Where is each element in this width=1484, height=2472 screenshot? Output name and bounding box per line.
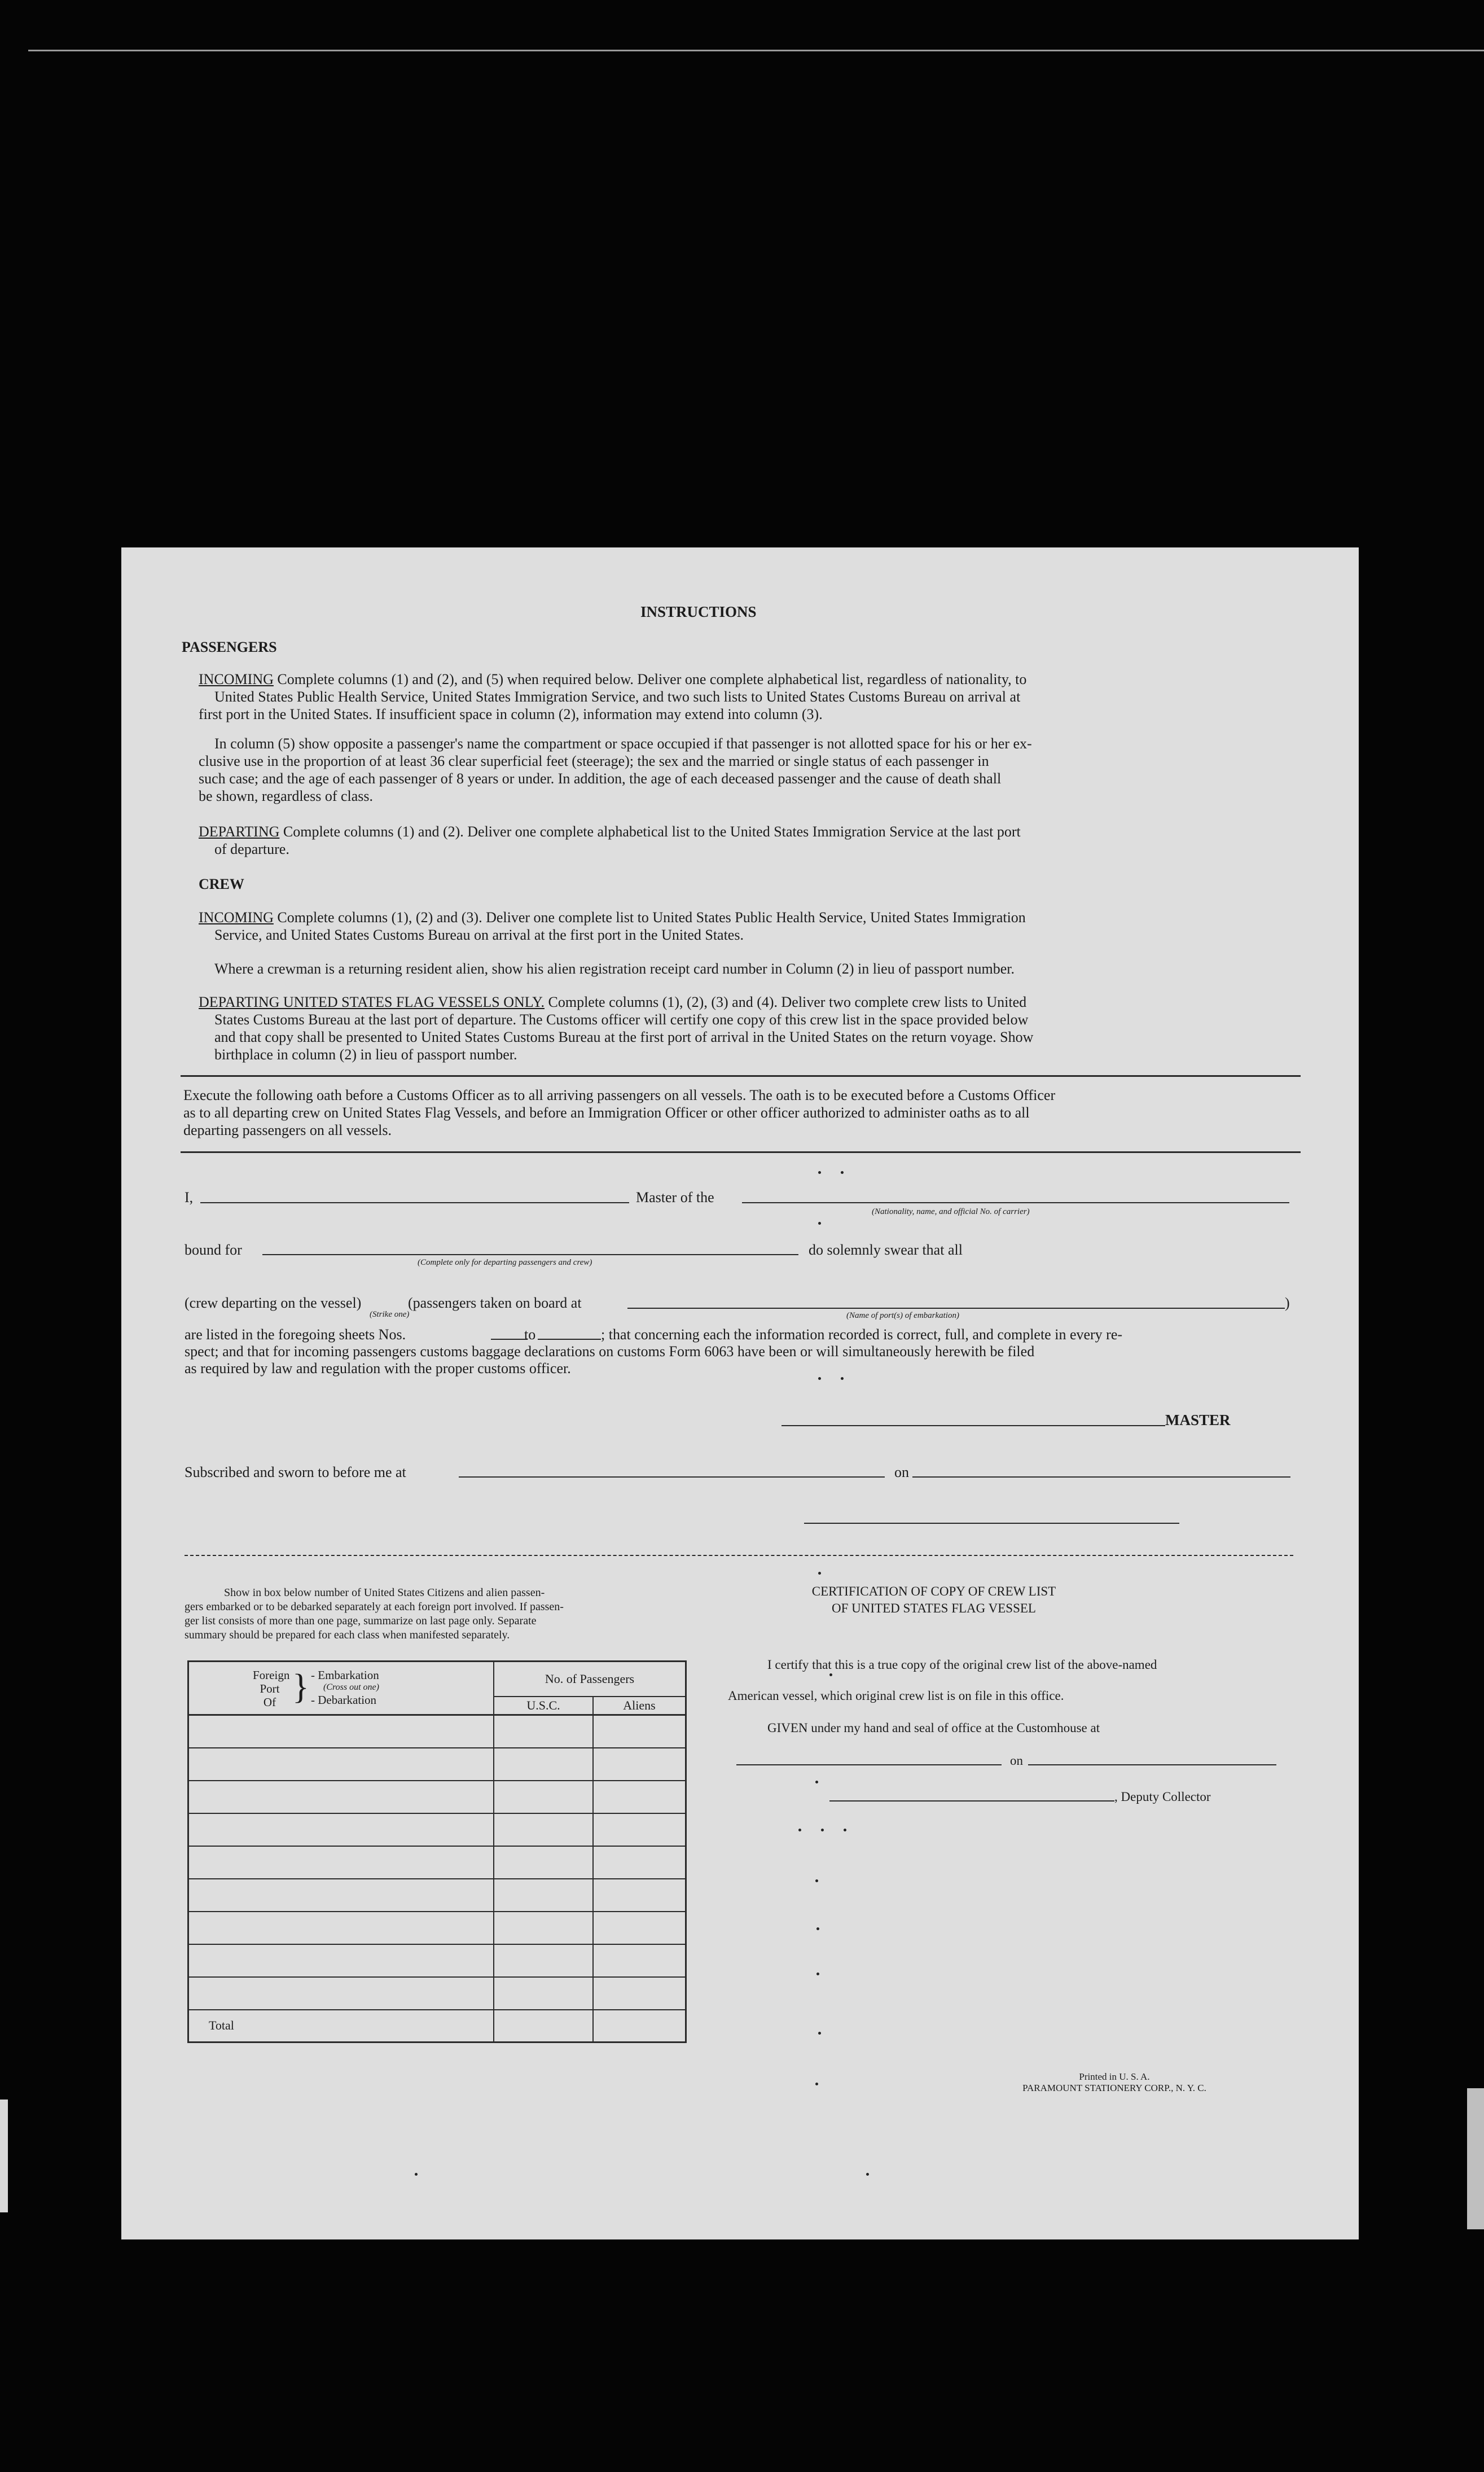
section-divider — [181, 1151, 1301, 1153]
name-of-ports-note: (Name of port(s) of embarkation) — [846, 1311, 959, 1320]
column5-instruction: In column (5) show opposite a passenger's name the compartment or space occupied if that passenger is not allotted space for his or her ex- clusive use in the proportion of at least 36 clear superficial feet (steerage); the sex and the married or single status of each passenger in such case; and the age of each passenger of 8 years or under. In addition, the age of each deceased passenger and the cause of death shall be shown, regardless of class. — [199, 735, 1032, 804]
vessel-name-line — [742, 1202, 1289, 1203]
scan-speck — [818, 1171, 821, 1174]
table-row — [188, 1846, 686, 1879]
subscribed-date-line — [912, 1476, 1290, 1478]
scan-speck — [841, 1377, 844, 1380]
subscribed-text: Subscribed and sworn to before me at — [185, 1464, 406, 1480]
debarkation-option: - Debarkation — [311, 1693, 377, 1707]
passenger-summary-table — [187, 1660, 687, 2043]
certify-line-1: I certify that this is a true copy of the original crew list of the above-named — [767, 1658, 1157, 1672]
table-row — [188, 1944, 686, 1977]
deputy-signature-line — [829, 1800, 1114, 1802]
crew-departing: (crew departing on the vessel) — [185, 1295, 362, 1311]
passengers-heading: PASSENGERS — [182, 639, 277, 655]
complete-only-note: (Complete only for departing passengers and crew) — [418, 1258, 592, 1267]
scan-speck — [816, 1927, 819, 1930]
scan-top-line — [28, 50, 1484, 51]
embarkation-option: - Embarkation — [311, 1668, 379, 1682]
table-row — [188, 1781, 686, 1813]
bound-for: bound for — [185, 1242, 242, 1258]
total-row — [188, 2010, 686, 2043]
scan-speck — [798, 1829, 801, 1831]
scan-speck — [816, 1973, 819, 1975]
dashed-divider — [185, 1555, 1293, 1557]
master-signature-line — [781, 1425, 1165, 1426]
strike-one-note: (Strike one) — [370, 1310, 410, 1319]
scan-speck — [818, 1377, 821, 1380]
sheet-from-line — [491, 1339, 528, 1340]
passengers-taken: (passengers taken on board at — [408, 1295, 582, 1311]
oath-intro: Execute the following oath before a Customs Officer as to all arriving passengers on all vessels. The oath is to be executed before a Customs Officer as to all departing crew on United States Flag Vessels, and before an Immigration Officer or other officer authorized to administer oaths as to all departing passengers on all vessels. — [183, 1087, 1056, 1138]
officer-signature-line — [804, 1523, 1179, 1524]
given-line: GIVEN under my hand and seal of office at the Customhouse at — [767, 1721, 1100, 1735]
certification-title: CERTIFICATION OF COPY OF CREW LIST OF UNITED STATES FLAG VESSEL — [811, 1584, 1056, 1615]
cert-date-line — [1028, 1764, 1276, 1765]
section-divider — [181, 1075, 1301, 1077]
aliens-header: Aliens — [593, 1697, 686, 1715]
scan-speck — [818, 2032, 821, 2035]
table-row — [188, 1977, 686, 2010]
scan-speck — [844, 1829, 846, 1831]
departing-passengers-instruction: DEPARTING Complete columns (1) and (2). Deliver one complete alphabetical list to the United States Immigration Service at the last port of departure. — [199, 823, 1021, 857]
scan-speck — [821, 1829, 824, 1831]
document-page: INSTRUCTIONS PASSENGERS INCOMING Complete columns (1) and (2), and (5) when required below. Deliver one complete alphabetical list, regardless of nationality, to United States Public Health Service, United States Immigration Service, and two such lists to United States Customs Bureau on arrival at first port in the United States. If insufficient space in column (2), information may extend into column (3). In column (5) show opposite a passenger's name the compartment or space occupied if that passenger is not allotted space for his or her ex- clusive use in the proportion of at least 36 clear superficial feet (steerage); the sex and the married or single status of each passenger in such case; and the age of each passenger of 8 years or under. In addition, the age of each deceased passenger and the cause of death shall be shown, regardless of class. DEPARTING Complete columns (1) and (2). Deliver one complete alphabetical list to the United States Immigration Service at the last port of departure. CREW INCOMING Complete columns (1), (2) and (3). Deliver one complete list to United States Public Health Service, United States Immigration Service, and United States Customs Bureau on arrival at the first port in the United States. Where a crewman is a returning resident alien, show his alien registration receipt card number in Column (2) in lieu of passport number. DEPARTING UNITED STATES FLAG VESSELS ONLY. Complete columns (1), (2), (3) and (4). Deliver two complete crew lists to United States Customs Bureau at the last port of departure. The Customs officer will certify one copy of this crew list in the space provided below and that copy shall be presented to United States Customs Bureau at the first port of arrival in the United States on the return voyage. Show birthplace in column (2) in lieu of passport number. Execute the following oath before a Customs Officer as to all arriving passengers on all vessels. The oath is to be executed before a Customs Officer as to all departing crew on United States Flag Vessels, and before an Immigration Officer or other officer authorized to administer oaths as to all departing passengers on all vessels. I, Master of the (Nationality, name, and official No. of carrier) bound for (Complete only for departing passengers and crew) do solemnly swear that all (crew departing on the vessel) (Strike one) (passengers taken on board at ) (Name of port(s) of embarkation) are listed in the foregoing sheets Nos. to ; that concerning each the information recorded is correct, full, and complete in every re- spect; and that for incoming passengers customs baggage declarations on customs Form 6063 have been or will simultaneously herewith be filed as required by law and regulation with the proper customs officer. MASTER Subscribed and sworn to before me at on Show in box below number of United States Citizens and alien passen- gers embarked or to be debarked separately at each foreign port involved. If passen- ger list consists of more than one page, summarize on last page only. Separate summary should be prepared for each class when manifested separately. Foreign Port Of } - Embarkation (Cross out one) - Debarkation No. of Passengers U.S.C. Aliens Total CERTIFICATION OF COPY OF CREW LIST OF UNITED STATES FLAG VESSEL I certify that this is a true copy of the original crew list of the above-named American vessel, which original crew list is on file in this office. GIVEN under my hand and seal of office at the Customhouse at on , Deputy Collector Printed in U. S. A. PARAMOUNT STATIONERY CORP., N. Y. C. — [121, 547, 1359, 2239]
table-row — [188, 1912, 686, 1944]
crewman-note: Where a crewman is a returning resident alien, show his alien registration receipt card number in Column (2) in lieu of passport number. — [214, 961, 1015, 977]
deputy-collector: , Deputy Collector — [1114, 1790, 1211, 1804]
table-row — [188, 1813, 686, 1846]
scan-speck — [815, 2083, 818, 2085]
page-title: INSTRUCTIONS — [640, 603, 757, 620]
scan-speck — [818, 1572, 821, 1575]
bound-for-line — [262, 1254, 798, 1255]
scan-edge-artifact — [1467, 2088, 1484, 2229]
incoming-passengers-instruction: INCOMING Complete columns (1) and (2), and (5) when required below. Deliver one complete alphabetical list, regardless of nationality, to United States Public Health Service, United States Immigration Service, and two such lists to United States Customs Bureau on arrival at first port in the United States. If insufficient space in column (2), information may extend into column (3). — [199, 671, 1027, 722]
table-row — [188, 1879, 686, 1912]
printer-imprint: Printed in U. S. A. PARAMOUNT STATIONERY CORP., N. Y. C. — [1022, 2071, 1206, 2093]
table-row — [188, 1748, 686, 1781]
scan-speck — [815, 1879, 818, 1882]
departing-flag-instruction: DEPARTING UNITED STATES FLAG VESSELS ONLY. Complete columns (1), (2), (3) and (4). Deliver two complete crew lists to United States Customs Bureau at the last port of departure. The Customs officer will certify one copy of this crew list in the space provided below and that copy shall be presented to United States Customs Bureau at the first port of arrival in the United States on the return voyage. Show birthplace in column (2) in lieu of passport number. — [199, 994, 1034, 1063]
oath-i: I, — [185, 1189, 194, 1206]
port-header-cell: Foreign Port Of } - Embarkation (Cross out one) - Debarkation — [188, 1662, 494, 1715]
sheet-to-line — [538, 1339, 601, 1340]
scan-speck — [415, 2173, 418, 2176]
table-row — [188, 1715, 686, 1748]
scan-speck — [815, 1781, 818, 1783]
summary-note: Show in box below number of United States Citizens and alien passen- gers embarked or to be debarked separately at each foreign port involved. If passen- ger list consists of more than one page, summarize on last page only. Separate summary should be prepared for each class when manifested separately. — [185, 1586, 564, 1641]
ports-line — [627, 1308, 1285, 1309]
listed-text: are listed in the foregoing sheets Nos. — [185, 1326, 406, 1343]
master-of-the: Master of the — [636, 1189, 714, 1206]
scan-speck — [829, 1673, 832, 1676]
scan-edge-artifact — [0, 2100, 8, 2212]
incoming-label: INCOMING — [199, 671, 274, 687]
customhouse-line — [736, 1764, 1002, 1765]
usc-header: U.S.C. — [494, 1697, 593, 1715]
no-of-passengers-header: No. of Passengers — [494, 1662, 686, 1697]
incoming-crew-instruction: INCOMING Complete columns (1), (2) and (3). Deliver one complete list to United States Public Health Service, United States Immigration Service, and United States Customs Bureau on arrival at the first port in the United States. — [199, 909, 1026, 943]
certify-line-2: American vessel, which original crew list is on file in this office. — [728, 1689, 1064, 1703]
master-name-line — [200, 1202, 629, 1203]
subscribed-place-line — [459, 1476, 885, 1478]
scan-speck — [818, 1222, 821, 1225]
scan-speck — [841, 1171, 844, 1174]
nationality-note: (Nationality, name, and official No. of carrier) — [872, 1207, 1030, 1216]
crew-heading: CREW — [199, 876, 244, 892]
total-label: Total — [188, 2010, 494, 2043]
master-label: MASTER — [1165, 1412, 1231, 1428]
brace-icon: } — [292, 1668, 309, 1706]
do-solemnly: do solemnly swear that all — [809, 1242, 963, 1258]
scan-speck — [866, 2173, 869, 2176]
